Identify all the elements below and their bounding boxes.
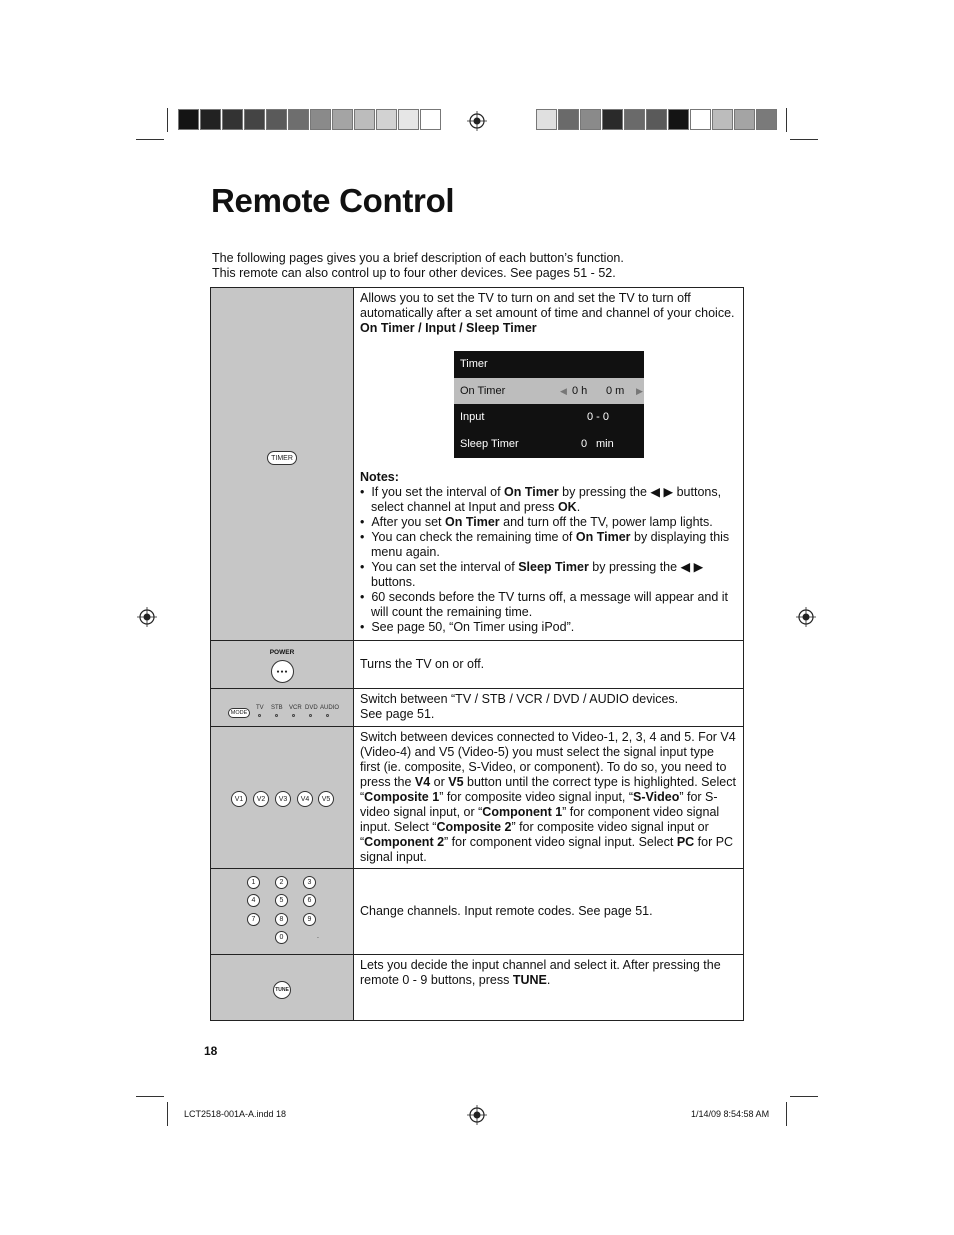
- page-title: Remote Control: [211, 182, 455, 219]
- timer-button[interactable]: TIMER: [267, 451, 297, 465]
- color-swatch: [288, 109, 309, 130]
- input-value: 0 - 0: [587, 411, 610, 424]
- menu-item-on-timer[interactable]: [454, 378, 644, 405]
- mode-button[interactable]: MODE: [228, 708, 250, 718]
- menu-item-input[interactable]: [454, 404, 644, 431]
- v3-button[interactable]: V3: [275, 791, 291, 807]
- color-swatch: [536, 109, 557, 130]
- power-label: POWER: [269, 649, 295, 656]
- power-button[interactable]: [271, 660, 294, 683]
- key-3-button[interactable]: 3: [303, 876, 316, 889]
- color-bar-left: [178, 109, 442, 130]
- on-timer-hours: 0 h: [572, 384, 588, 397]
- mode-label-dvd: DVD: [305, 705, 318, 711]
- color-swatch: [244, 109, 265, 130]
- crop-mark: [167, 1102, 168, 1126]
- table-row-power: [211, 641, 744, 689]
- mode-label-vcr: VCR: [289, 705, 302, 711]
- color-swatch: [624, 109, 645, 130]
- on-timer-minutes: 0 m: [606, 384, 625, 397]
- v5-button[interactable]: V5: [318, 791, 334, 807]
- key-6-button[interactable]: 6: [303, 894, 316, 907]
- mode-indicator-icon: [326, 714, 329, 717]
- key-1-button[interactable]: 1: [247, 876, 260, 889]
- registration-mark-icon: [467, 111, 487, 131]
- mode-indicator-icon: [292, 714, 295, 717]
- power-description: [354, 641, 744, 689]
- intro-line: This remote can also control up to four other devices. See pages 51 - 52.: [212, 266, 616, 280]
- crop-mark: [136, 139, 164, 140]
- tune-button[interactable]: TUNE: [273, 981, 291, 999]
- color-swatch: [200, 109, 221, 130]
- color-swatch: [712, 109, 733, 130]
- key-9-button[interactable]: 9: [303, 913, 316, 926]
- timer-desc-line: automatically after a set amount of time and channel of your choice.: [360, 306, 735, 320]
- crop-mark: [790, 139, 818, 140]
- input-label: Input: [460, 411, 485, 424]
- color-swatch: [668, 109, 689, 130]
- key-2-button[interactable]: 2: [275, 876, 288, 889]
- power-icon: ●●●: [276, 668, 289, 675]
- right-arrow-icon[interactable]: ▶: [636, 385, 643, 396]
- mode-desc-line: Switch between “TV / STB / VCR / DVD / AUDIO devices.: [360, 692, 679, 706]
- footer-filename: LCT2518-001A-A.indd 18: [184, 1109, 287, 1119]
- color-swatch: [354, 109, 375, 130]
- table-row-numbers: [211, 869, 744, 955]
- intro-text: [212, 251, 624, 281]
- page-number: 18: [204, 1044, 218, 1058]
- timer-desc-heading: On Timer / Input / Sleep Timer: [360, 321, 537, 335]
- color-swatch: [558, 109, 579, 130]
- number-keypad-cell: [211, 869, 354, 955]
- timer-menu-header: [454, 351, 644, 378]
- mode-description: [354, 689, 744, 727]
- key-5-button[interactable]: 5: [275, 894, 288, 907]
- color-swatch: [332, 109, 353, 130]
- note-item: • You can check the remaining time of On Timer by displaying this menu again.: [360, 529, 730, 559]
- color-swatch: [756, 109, 777, 130]
- key-0-button[interactable]: 0: [275, 931, 288, 944]
- table-row-tune: [211, 955, 744, 1021]
- color-swatch: [690, 109, 711, 130]
- mode-indicator-icon: [258, 714, 261, 717]
- note-item: • 60 seconds before the TV turns off, a message will appear and it will count the remaining time.: [360, 589, 729, 619]
- left-arrow-icon[interactable]: ◀: [560, 385, 567, 396]
- color-swatch: [266, 109, 287, 130]
- color-swatch: [420, 109, 441, 130]
- on-timer-label: On Timer: [460, 384, 506, 397]
- tune-description: Lets you decide the input channel and select it. After pressing the remote 0 - 9 buttons, press TUNE.: [354, 955, 744, 1021]
- sleep-timer-unit: min: [596, 437, 614, 450]
- video-button-cell: [211, 727, 354, 869]
- color-swatch: [376, 109, 397, 130]
- color-swatch: [646, 109, 667, 130]
- mode-label-tv: TV: [256, 705, 264, 711]
- v2-button[interactable]: V2: [253, 791, 269, 807]
- registration-mark-icon: [467, 1105, 487, 1125]
- v1-button[interactable]: V1: [231, 791, 247, 807]
- crop-mark: [786, 1102, 787, 1126]
- power-button-cell: [211, 641, 354, 689]
- color-swatch: [580, 109, 601, 130]
- color-swatch: [310, 109, 331, 130]
- menu-item-sleep-timer[interactable]: [454, 431, 644, 458]
- button-table: [210, 287, 744, 1021]
- crop-mark: [167, 108, 168, 132]
- tune-button-cell: [211, 955, 354, 1021]
- color-bar-right: [536, 109, 778, 130]
- key-7-button[interactable]: 7: [247, 913, 260, 926]
- note-item: • You can set the interval of Sleep Timer by pressing the ◀ ▶ buttons.: [360, 559, 704, 589]
- video-description: Switch between devices connected to Video-1, 2, 3, 4 and 5. For V4 (Video-4) and V5 (Video-5) you must select the signal input type first (ie. composite, S-Video, or component). To do so, you need to press the V4 or V5 button until the correct type is highlighted. Select “Composite 1” for composite video signal input, “S-Video” for S-video signal input, or “Component 1” for component video signal input. Select “Composite 2” for composite video signal input or “Component 2” for component video signal input. Select PC for PC signal input.: [354, 727, 744, 869]
- sleep-timer-value: 0: [581, 437, 588, 450]
- crop-mark: [786, 108, 787, 132]
- numbers-description: [354, 869, 744, 955]
- mode-desc-line: See page 51.: [360, 707, 435, 721]
- timer-menu: [454, 351, 644, 458]
- table-row-timer: [211, 288, 744, 641]
- table-row-video: [211, 727, 744, 869]
- timer-button-cell: [211, 288, 354, 641]
- timer-menu-title: Timer: [460, 357, 488, 370]
- key-8-button[interactable]: 8: [275, 913, 288, 926]
- timer-desc-line: Allows you to set the TV to turn on and set the TV to turn off: [360, 291, 691, 305]
- note-item: • After you set On Timer and turn off the TV, power lamp lights.: [360, 514, 713, 529]
- crop-mark: [790, 1096, 818, 1097]
- crop-mark: [136, 1096, 164, 1097]
- mode-button-cell: [211, 689, 354, 727]
- note-item: • See page 50, “On Timer using iPod”.: [360, 619, 575, 634]
- notes-heading: Notes:: [360, 469, 399, 484]
- color-swatch: [602, 109, 623, 130]
- table-row-mode: [211, 689, 744, 727]
- registration-mark-icon: [796, 607, 816, 627]
- timer-notes: [360, 470, 737, 635]
- mode-indicator-icon: [275, 714, 278, 717]
- numbers-desc-text: Change channels. Input remote codes. See page 51.: [360, 904, 653, 918]
- power-desc-text: Turns the TV on or off.: [360, 657, 485, 671]
- dot-button[interactable]: .: [317, 933, 319, 940]
- v4-button[interactable]: V4: [297, 791, 313, 807]
- timer-description: [354, 288, 744, 641]
- sleep-timer-label: Sleep Timer: [460, 437, 519, 450]
- color-swatch: [178, 109, 199, 130]
- color-swatch: [222, 109, 243, 130]
- mode-label-audio: AUDIO: [320, 705, 340, 711]
- note-item: • If you set the interval of On Timer by pressing the ◀ ▶ buttons, select channel at Input and press OK.: [360, 484, 722, 514]
- registration-mark-icon: [137, 607, 157, 627]
- color-swatch: [398, 109, 419, 130]
- mode-indicator-icon: [309, 714, 312, 717]
- mode-label-stb: STB: [271, 705, 283, 711]
- intro-line: The following pages gives you a brief description of each button’s function.: [212, 251, 624, 265]
- footer-timestamp: 1/14/09 8:54:58 AM: [691, 1109, 770, 1119]
- color-swatch: [734, 109, 755, 130]
- key-4-button[interactable]: 4: [247, 894, 260, 907]
